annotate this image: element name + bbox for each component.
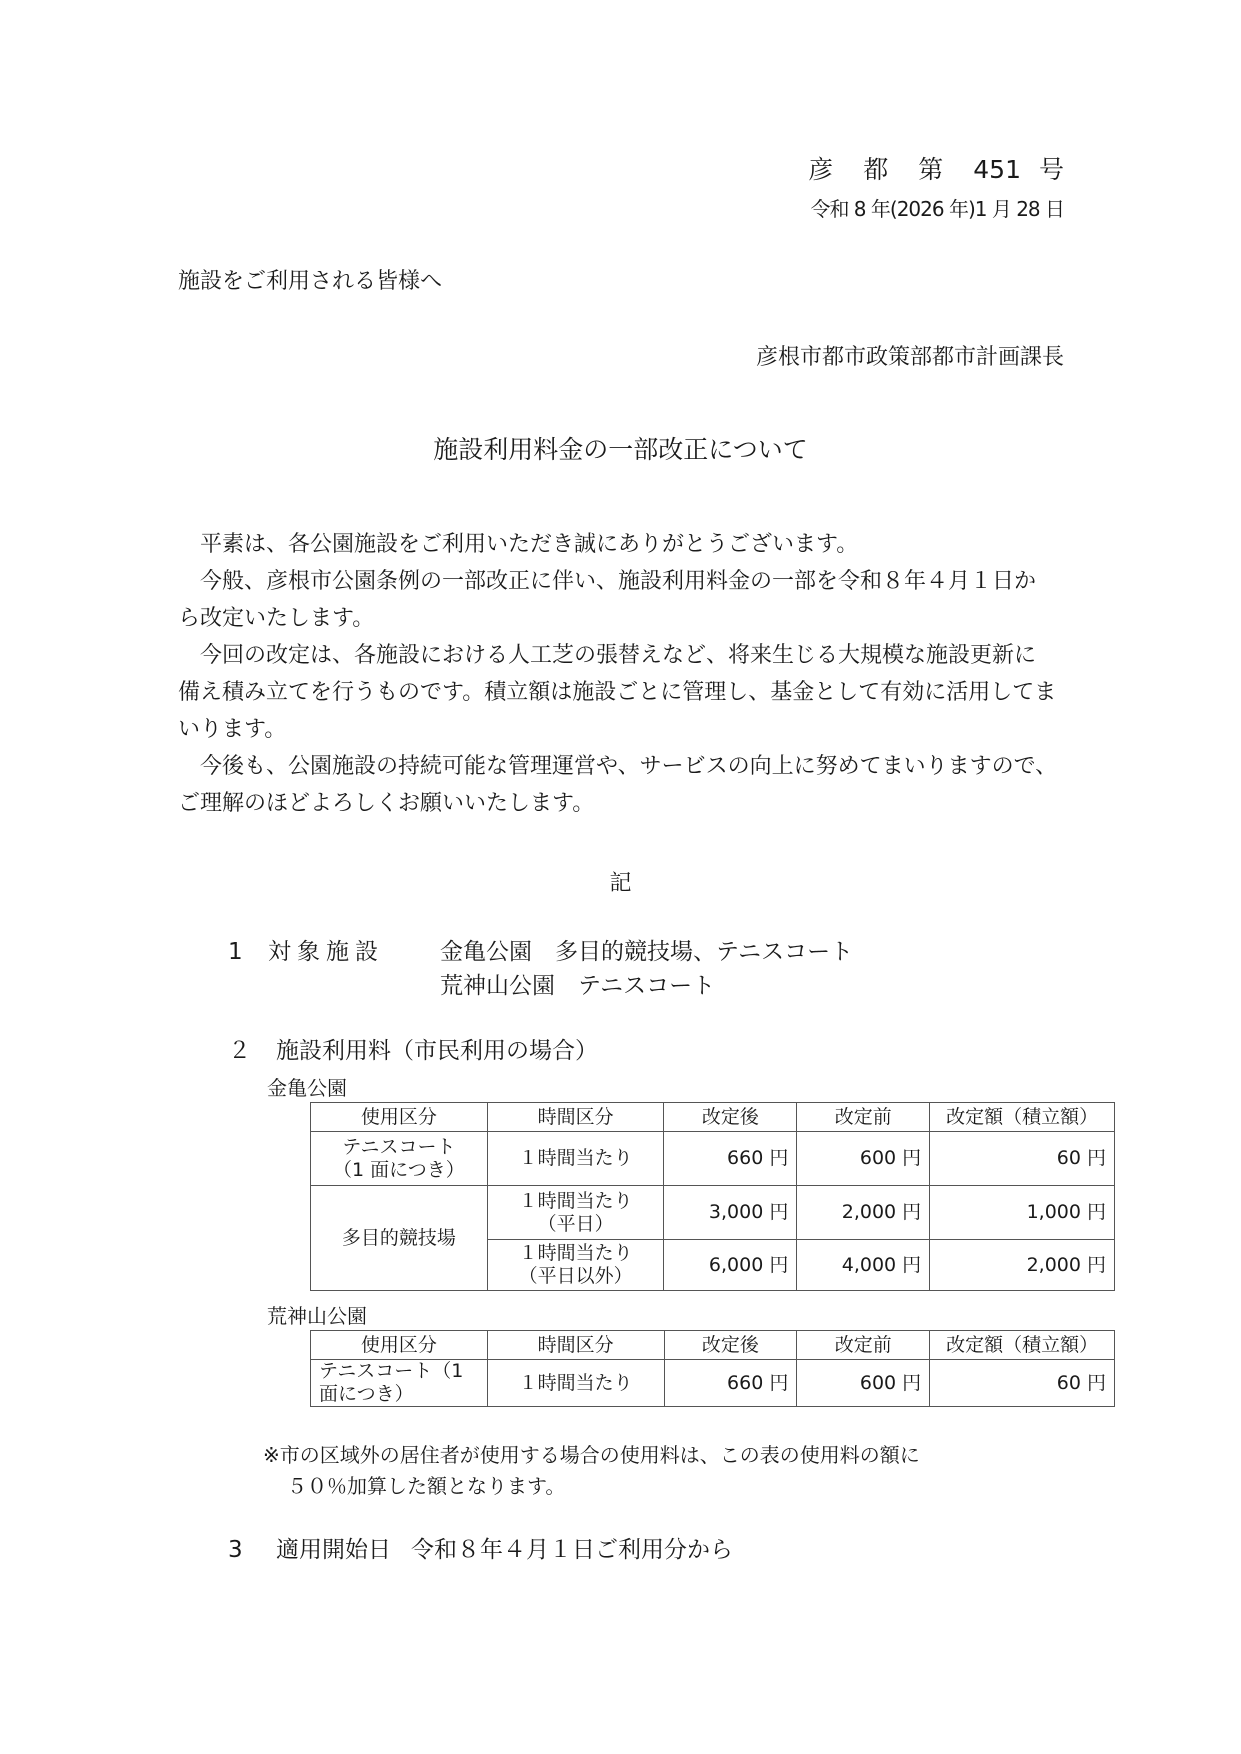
column-header: 改定後	[664, 1331, 797, 1360]
before-cell: 4,000 円	[797, 1240, 930, 1291]
cell-text: （1 面につき）	[332, 1158, 465, 1181]
ki-heading: 記	[609, 871, 632, 896]
item-label: 適用開始日	[276, 1537, 391, 1563]
fee-table-kinki	[310, 1102, 1115, 1291]
item-number: ２	[228, 1038, 251, 1064]
body-paragraph	[178, 637, 1058, 748]
item-1-line-2: 荒神山公園 テニスコート	[440, 973, 716, 999]
after-cell: 660 円	[664, 1360, 797, 1407]
note-line-1: ※市の区域外の居住者が使用する場合の使用料は、この表の使用料の額に	[263, 1443, 920, 1467]
doc-number-part: 彦	[808, 155, 834, 184]
cell-text: テニスコート	[342, 1135, 456, 1158]
cell-text: 面につき）	[319, 1383, 414, 1405]
doc-number-part: 第	[918, 155, 944, 184]
body-paragraph	[178, 526, 1058, 563]
document-number	[808, 150, 1064, 186]
time-cell	[487, 1186, 664, 1240]
column-header: 使用区分	[311, 1331, 488, 1360]
after-cell: 3,000 円	[664, 1186, 797, 1240]
paragraph-text: 平素は、各公園施設をご利用いただき誠にありがとうございます。	[200, 532, 859, 557]
doc-number-part: 都	[863, 155, 889, 184]
cell-text: １時間当たり	[518, 1189, 633, 1212]
table-header-row	[311, 1331, 1115, 1360]
sender: 彦根市都市政策部都市計画課長	[755, 345, 1064, 370]
use-cell	[311, 1132, 488, 1186]
time-cell: １時間当たり	[487, 1132, 664, 1186]
column-header: 改定額（積立額）	[930, 1331, 1115, 1360]
column-header: 時間区分	[487, 1103, 664, 1132]
doc-number-part: 号	[1038, 155, 1064, 184]
table-row	[311, 1186, 1115, 1240]
cell-text: （平日以外）	[518, 1265, 633, 1287]
diff-cell: 1,000 円	[930, 1186, 1115, 1240]
cell-text: テニスコート（1	[319, 1360, 464, 1382]
item-value: 金亀公園 多目的競技場、テニスコート	[440, 939, 854, 965]
time-cell: １時間当たり	[487, 1360, 664, 1407]
cell-text: （平日）	[537, 1212, 614, 1235]
before-cell: 600 円	[797, 1132, 930, 1186]
time-cell	[487, 1240, 664, 1291]
diff-cell: 60 円	[930, 1132, 1115, 1186]
park-label: 金亀公園	[267, 1076, 347, 1100]
body-text	[178, 526, 1058, 822]
before-cell: 2,000 円	[797, 1186, 930, 1240]
park-label: 荒神山公園	[267, 1304, 367, 1328]
after-cell: 6,000 円	[664, 1240, 797, 1291]
column-header: 改定前	[797, 1331, 930, 1360]
document-title: 施設利用料金の一部改正について	[433, 435, 808, 464]
item-1	[228, 933, 853, 966]
diff-cell: 60 円	[930, 1360, 1115, 1407]
document-date: 令和 8 年(2026 年)1 月 28 日	[810, 197, 1064, 221]
table-row	[311, 1360, 1115, 1407]
item-3	[228, 1531, 733, 1564]
body-paragraph	[178, 748, 1058, 822]
cell-text: １時間当たり	[518, 1242, 633, 1264]
addressee: 施設をご利用される皆様へ	[178, 269, 443, 294]
paragraph-text: 今後も、公園施設の持続可能な管理運営や、サービスの向上に努めてまいりますので、ご理解のほどよろしくお願いいたします。	[178, 754, 1058, 816]
item-value: 令和８年４月１日ご利用分から	[411, 1537, 733, 1563]
diff-cell: 2,000 円	[930, 1240, 1115, 1291]
item-number: 1	[228, 939, 243, 965]
column-header: 改定後	[664, 1103, 797, 1132]
paragraph-text: 今般、彦根市公園条例の一部改正に伴い、施設利用料金の一部を令和８年４月１日から改定いたします。	[178, 569, 1037, 631]
column-header: 使用区分	[311, 1103, 488, 1132]
use-cell	[311, 1360, 488, 1407]
fee-table-koujinyama	[310, 1330, 1115, 1407]
paragraph-text: 今回の改定は、各施設における人工芝の張替えなど、将来生じる大規模な施設更新に備え積み立てを行うものです。積立額は施設ごとに管理し、基金として有効に活用してまいります。	[178, 643, 1057, 742]
after-cell: 660 円	[664, 1132, 797, 1186]
item-label: 施設利用料（市民利用の場合）	[276, 1038, 598, 1064]
doc-number-part: 451	[973, 155, 1021, 184]
before-cell: 600 円	[797, 1360, 930, 1407]
column-header: 改定前	[797, 1103, 930, 1132]
item-label: 対象施設	[268, 939, 384, 965]
column-header: 時間区分	[487, 1331, 664, 1360]
body-paragraph	[178, 563, 1058, 637]
note-line-2: ５０％加算した額となります。	[287, 1474, 566, 1498]
table-row	[311, 1132, 1115, 1186]
table-header-row	[311, 1103, 1115, 1132]
item-number: 3	[228, 1537, 243, 1563]
use-cell: 多目的競技場	[311, 1186, 488, 1291]
item-2	[228, 1032, 598, 1065]
column-header: 改定額（積立額）	[930, 1103, 1115, 1132]
